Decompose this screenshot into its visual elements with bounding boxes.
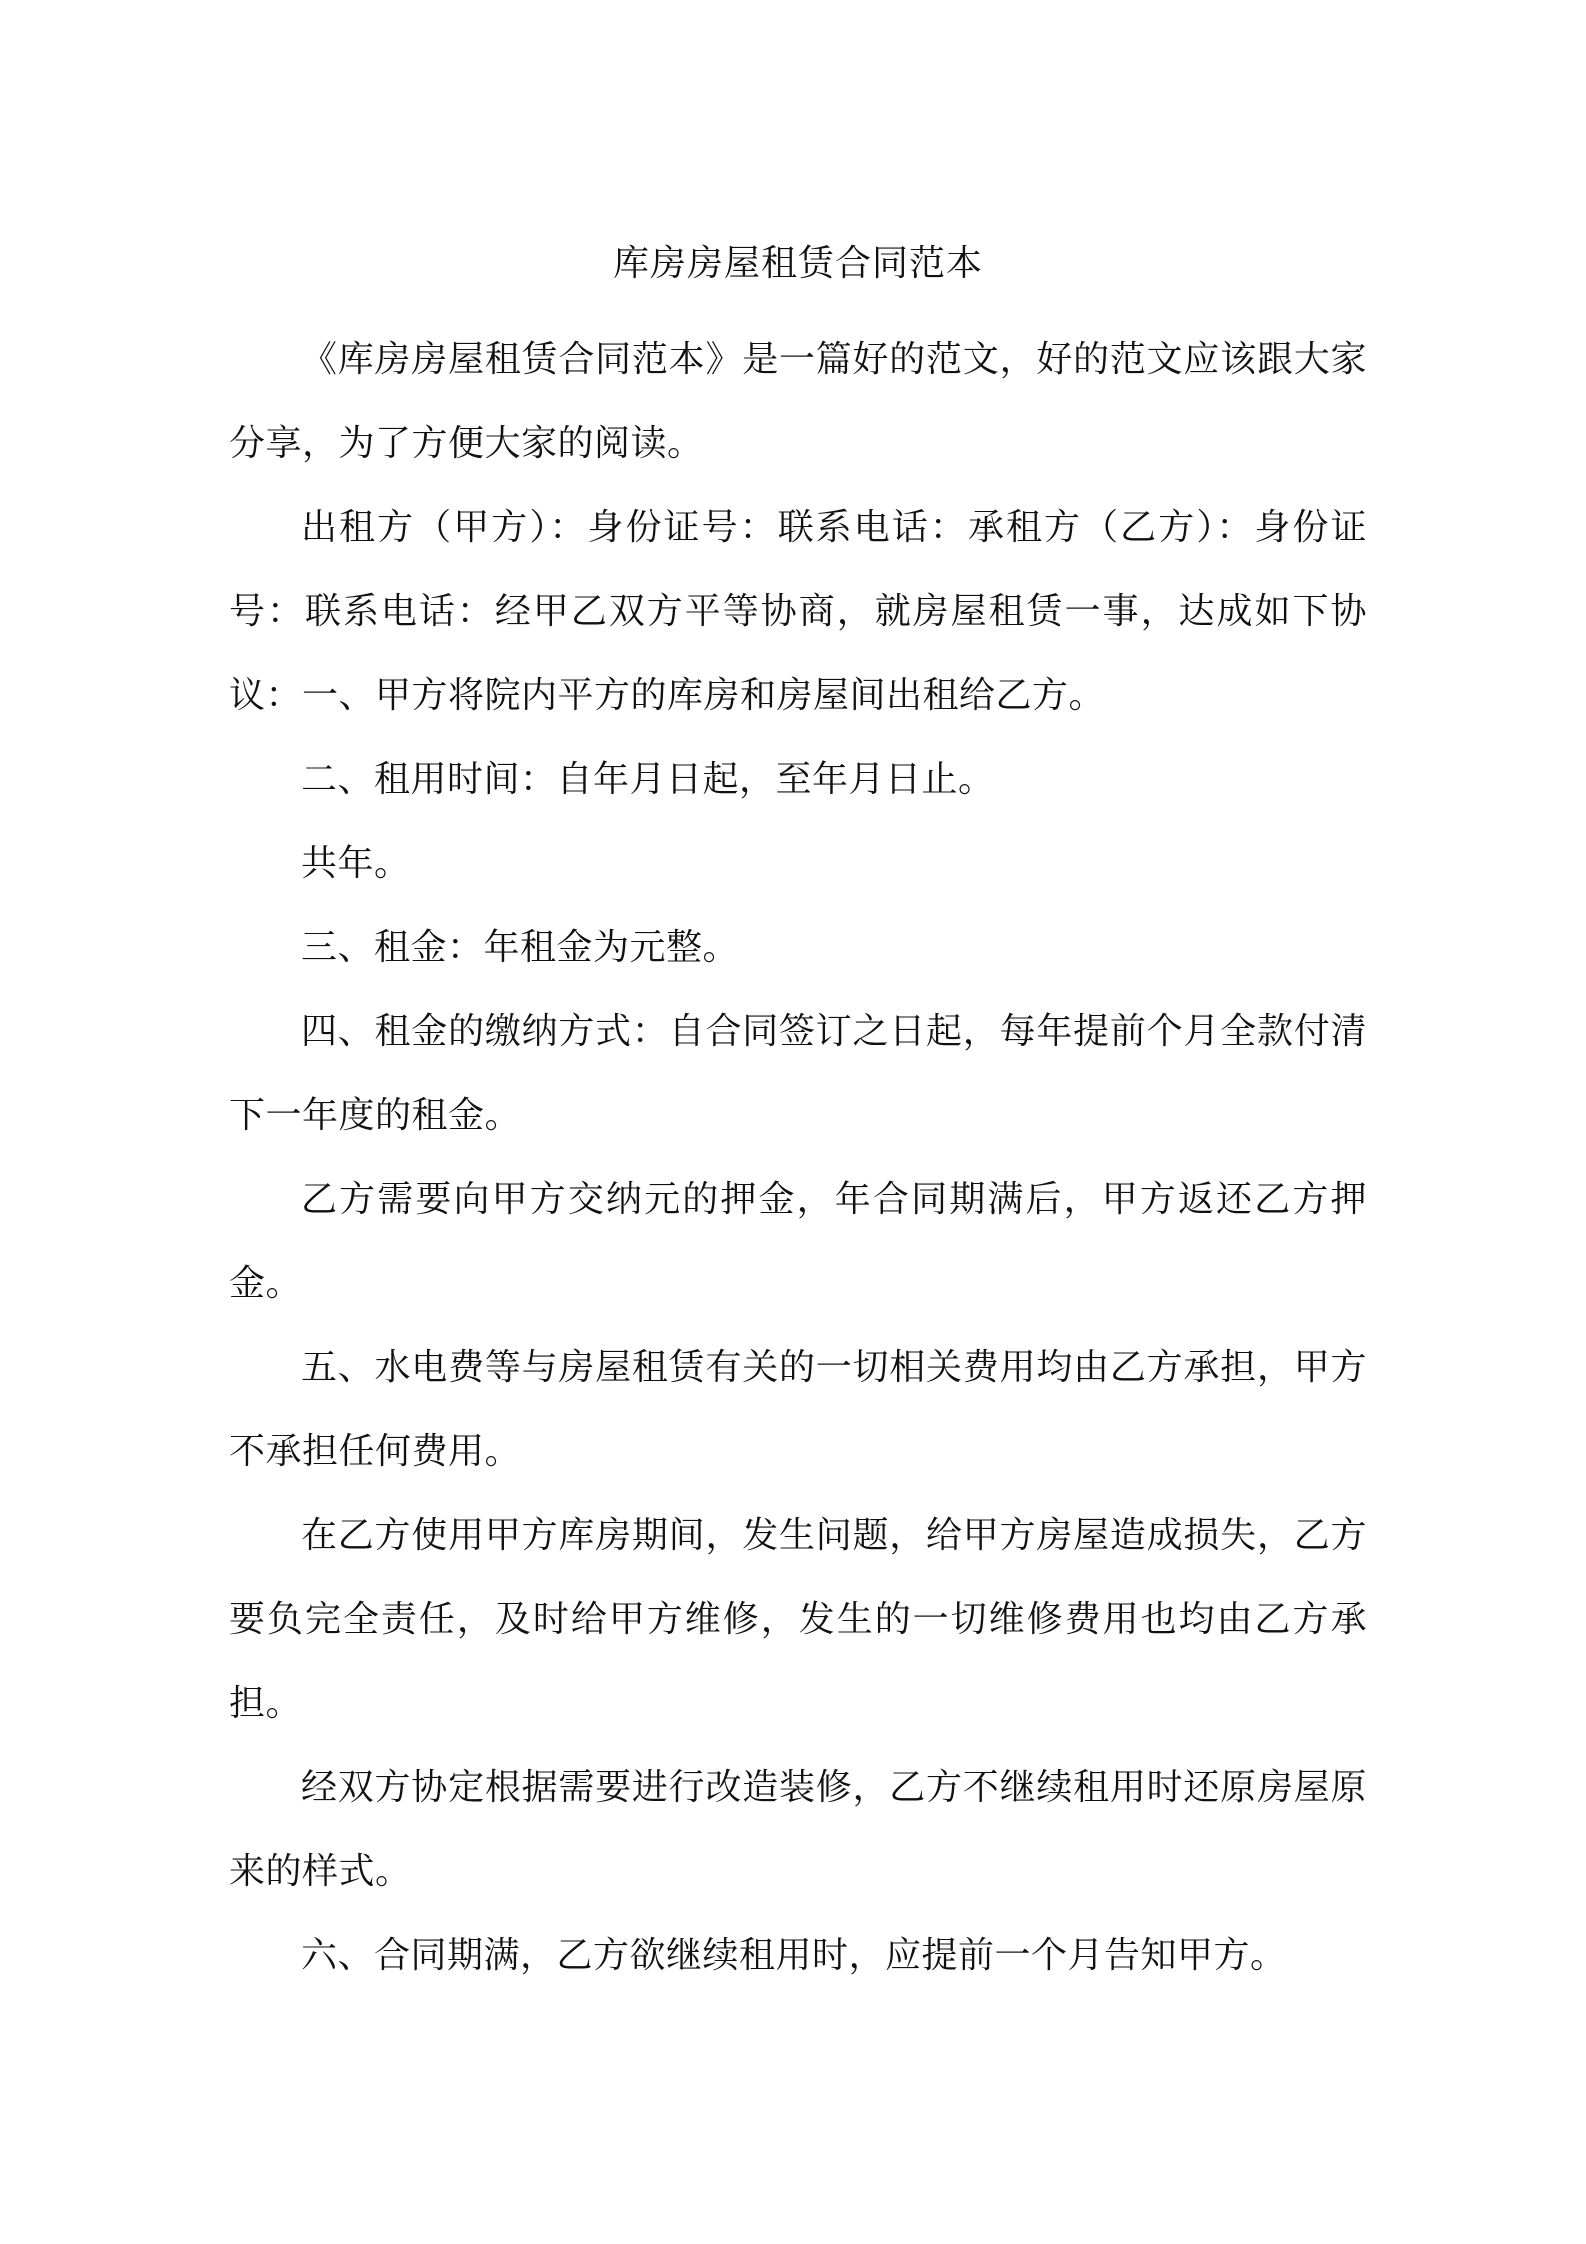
paragraph-intro: 《库房房屋租赁合同范本》是一篇好的范文，好的范文应该跟大家分享，为了方便大家的阅读。 <box>229 339 1367 464</box>
document-body <box>229 236 1367 1998</box>
paragraph-renovation: 经双方协定根据需要进行改造装修，乙方不继续租用时还原房屋原来的样式。 <box>229 1767 1367 1892</box>
paragraph-damage-liability: 在乙方使用甲方库房期间，发生问题，给甲方房屋造成损失，乙方要负完全责任，及时给甲方维修，发生的一切维修费用也均由乙方承担。 <box>229 1515 1367 1724</box>
paragraph-rent: 三、租金：年租金为元整。 <box>301 927 740 968</box>
paragraph-utilities: 五、水电费等与房屋租赁有关的一切相关费用均由乙方承担，甲方不承担任何费用。 <box>229 1347 1367 1472</box>
paragraph-renewal: 六、合同期满，乙方欲继续租用时，应提前一个月告知甲方。 <box>301 1935 1287 1976</box>
document-title: 库房房屋租赁合同范本 <box>612 243 983 284</box>
paragraph-rental-period: 二、租用时间：自年月日起，至年月日止。 <box>301 759 995 800</box>
paragraph-deposit: 乙方需要向甲方交纳元的押金，年合同期满后，甲方返还乙方押金。 <box>229 1179 1367 1304</box>
paragraph-payment-method: 四、租金的缴纳方式：自合同签订之日起，每年提前个月全款付清下一年度的租金。 <box>229 1011 1367 1136</box>
paragraph-total-years: 共年。 <box>301 843 411 884</box>
paragraph-parties: 出租方（甲方）：身份证号：联系电话：承租方（乙方）：身份证号：联系电话：经甲乙双方平等协商，就房屋租赁一事，达成如下协议：一、甲方将院内平方的库房和房屋间出租给乙方。 <box>229 507 1367 716</box>
